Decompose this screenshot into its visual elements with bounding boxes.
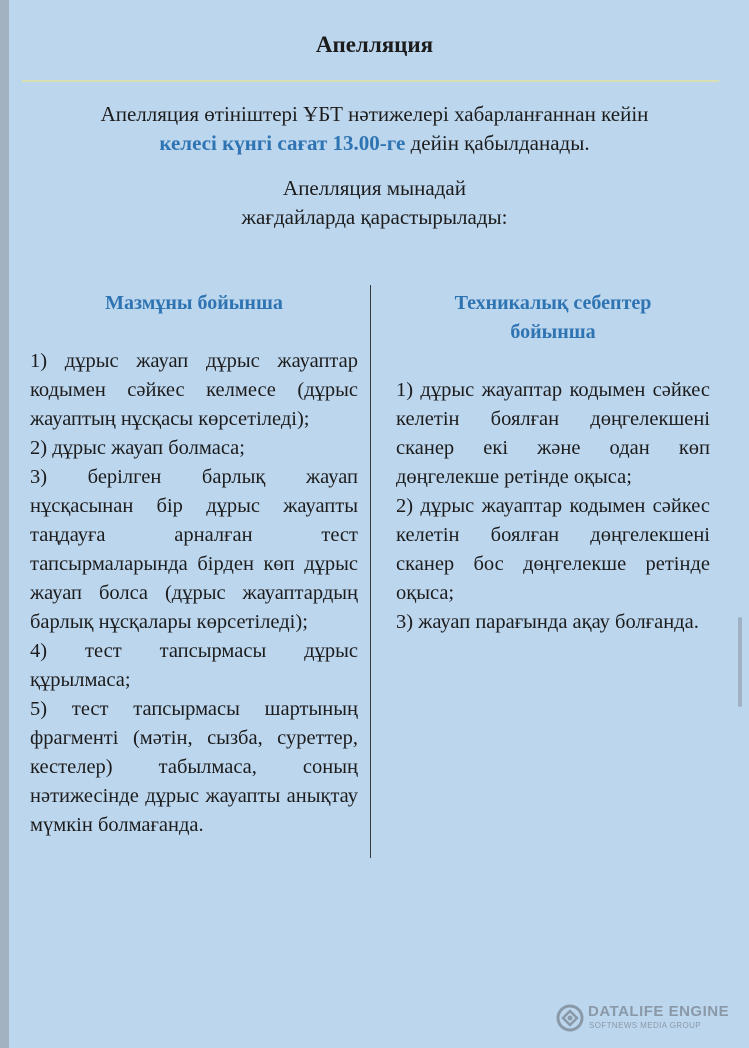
- intro-line-1: Апелляция өтініштері ҰБТ нәтижелері хабарланғаннан кейін: [100, 102, 649, 126]
- left-list-item: 3) берілген барлық жауап нұсқасынан бір дұрыс жауапты таңдауға арналған тест тапсырмаларында бірден көп дұрыс жауап болса (дұрыс жауаптардың барлық нұсқалары көрсетіледі);: [30, 466, 358, 633]
- scrollbar-thumb[interactable]: [738, 617, 742, 707]
- subheading-line-2: жағдайларда қарастырылады:: [241, 205, 508, 229]
- right-heading-line-1: Техникалық себептер: [454, 292, 652, 314]
- column-divider: [370, 285, 371, 858]
- intro-highlight: келесі күнгі сағат 13.00-ге: [159, 131, 406, 155]
- datalife-logo-icon: [556, 1004, 584, 1032]
- left-list-item: 5) тест тапсырмасы шартының фрагменті (мәтін, сызба, суреттер, кестелер) табылмаса, соның нәтижесінде дұрыс жауапты анықтау мүмкін болмағанда.: [30, 698, 358, 836]
- left-list-item: 2) дұрыс жауап болмаса;: [30, 437, 245, 459]
- left-list-item: 1) дұрыс жауап дұрыс жауаптар кодымен сәйкес келмесе (дұрыс жауаптың нұсқасы көрсетіледі);: [30, 350, 358, 430]
- subheading: [0, 174, 749, 232]
- datalife-watermark: [556, 1003, 736, 1033]
- page-title: Апелляция: [315, 32, 434, 57]
- left-column-heading: Мазмұны бойынша: [105, 292, 283, 314]
- title-divider: [22, 80, 719, 82]
- intro-paragraph: [0, 100, 749, 158]
- watermark-subtitle: SOFTNEWS MEDIA GROUP: [589, 1021, 702, 1030]
- right-column-heading: [395, 289, 711, 347]
- left-column-list: [30, 347, 358, 840]
- right-list-item: 3) жауап парағында ақау болғанда.: [396, 611, 699, 633]
- right-column-list: [396, 376, 710, 637]
- right-list-item: 1) дұрыс жауаптар кодымен сәйкес келетін боялған дөңгелекшені сканер екі және одан көп дөңгелекше ретінде оқыса;: [396, 379, 710, 488]
- right-list-item: 2) дұрыс жауаптар кодымен сәйкес келетін боялған дөңгелекшені сканер бос дөңгелекше ретінде оқыса;: [396, 495, 710, 604]
- intro-line-2-rest: дейін қабылданады.: [405, 131, 590, 155]
- watermark-title: DATALIFE ENGINE: [588, 1003, 730, 1020]
- right-heading-line-2: бойынша: [510, 321, 596, 343]
- subheading-line-1: Апелляция мынадай: [283, 176, 466, 200]
- left-list-item: 4) тест тапсырмасы дұрыс құрылмаса;: [30, 640, 358, 691]
- intro-line-2: [0, 129, 749, 158]
